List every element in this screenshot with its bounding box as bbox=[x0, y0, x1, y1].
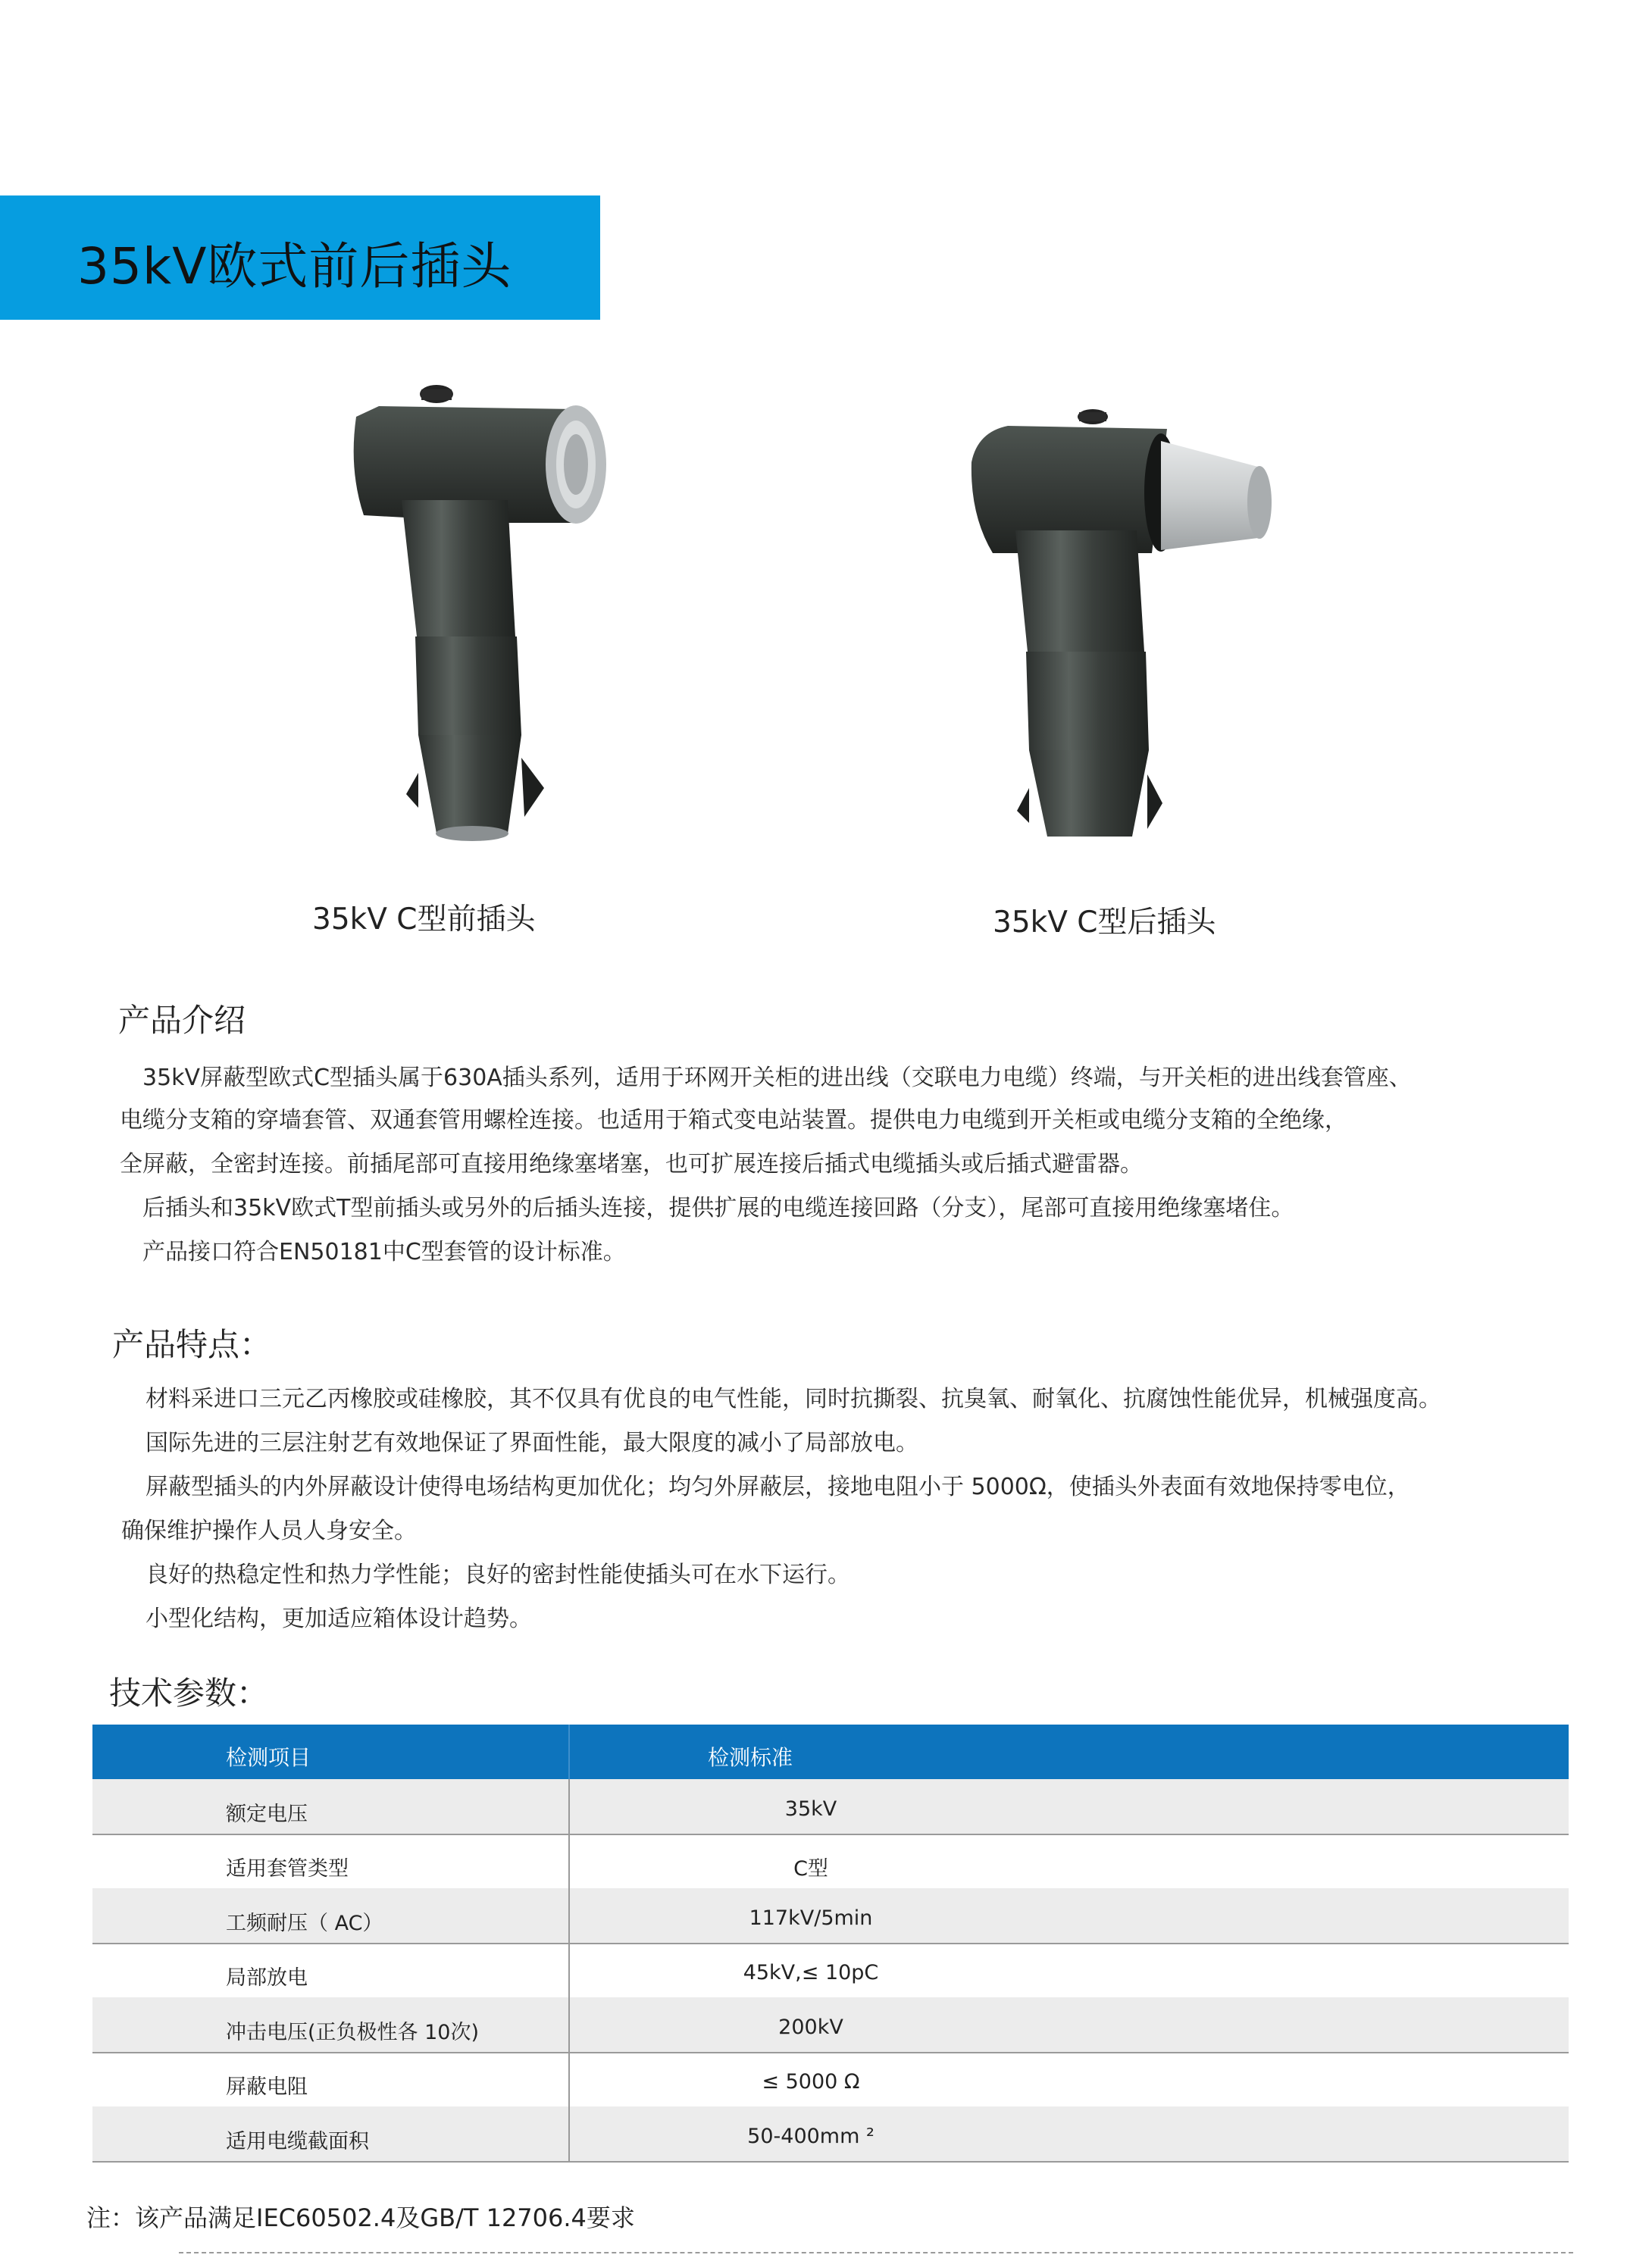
feature-line: 良好的热稳定性和热力学性能；良好的密封性能使插头可在水下运行。 bbox=[145, 1562, 850, 1588]
table-row bbox=[92, 1779, 1569, 1835]
intro-line: 全屏蔽，全密封连接。前插尾部可直接用绝缘塞堵塞，也可扩展连接后插式电缆插头或后插式避雷器。 bbox=[120, 1151, 1143, 1177]
page-title: 35kV欧式前后插头 bbox=[77, 237, 512, 296]
table-row bbox=[92, 1997, 1569, 2053]
title-banner bbox=[0, 195, 600, 320]
table-row bbox=[92, 1834, 1569, 1890]
row-value: ≤ 5000 Ω bbox=[762, 2070, 860, 2094]
table-row bbox=[92, 1888, 1569, 1944]
specs-table-header bbox=[92, 1725, 1569, 1779]
intro-line: 35kV屏蔽型欧式C型插头属于630A插头系列，适用于环网开关柜的进出线（交联电力电缆）终端，与开关柜的进出线套管座、 bbox=[142, 1065, 1412, 1091]
row-item: 适用电缆截面积 bbox=[226, 2130, 369, 2153]
rear-plug-caption: 35kV C型后插头 bbox=[993, 905, 1216, 940]
row-value: 35kV bbox=[784, 1797, 837, 1821]
intro-heading: 产品介绍 bbox=[118, 1002, 246, 1039]
row-item: 适用套管类型 bbox=[226, 1857, 349, 1881]
header-item: 检测项目 bbox=[226, 1745, 311, 1770]
front-plug-image bbox=[349, 379, 621, 864]
row-item: 局部放电 bbox=[226, 1966, 308, 1990]
feature-line: 国际先进的三层注射艺有效地保证了界面性能，最大限度的减小了局部放电。 bbox=[145, 1430, 918, 1456]
compliance-note: 注：该产品满足IEC60502.4及GB/T 12706.4要求 bbox=[86, 2203, 635, 2232]
row-value: 50-400mm ² bbox=[747, 2125, 874, 2148]
feature-line: 小型化结构，更加适应箱体设计趋势。 bbox=[145, 1606, 532, 1632]
row-value: C型 bbox=[793, 1857, 828, 1881]
row-item: 额定电压 bbox=[226, 1803, 308, 1826]
specs-heading: 技术参数： bbox=[109, 1675, 269, 1712]
row-item: 屏蔽电阻 bbox=[226, 2075, 308, 2099]
row-value: 117kV/5min bbox=[749, 1906, 873, 1930]
row-value: 45kV,≤ 10pC bbox=[743, 1961, 879, 1984]
header-standard: 检测标准 bbox=[708, 1745, 793, 1770]
intro-line: 产品接口符合EN50181中C型套管的设计标准。 bbox=[142, 1239, 626, 1265]
rear-plug-image bbox=[962, 402, 1296, 856]
row-value: 200kV bbox=[778, 2016, 843, 2039]
intro-line: 后插头和35kV欧式T型前插头或另外的后插头连接，提供扩展的电缆连接回路（分支），尾部可直接用绝缘塞堵住。 bbox=[142, 1195, 1294, 1221]
feature-line: 材料采进口三元乙丙橡胶或硅橡胶，其不仅具有优良的电气性能，同时抗撕裂、抗臭氧、耐氧化、抗腐蚀性能优异，机械强度高。 bbox=[145, 1386, 1441, 1412]
table-row bbox=[92, 1943, 1569, 1999]
row-item: 工频耐压（ AC） bbox=[226, 1912, 383, 1935]
footer-divider bbox=[179, 2252, 1573, 2253]
front-plug-caption: 35kV C型前插头 bbox=[312, 902, 536, 937]
table-row bbox=[92, 2052, 1569, 2108]
row-item: 冲击电压(正负极性各 10次) bbox=[226, 2021, 480, 2044]
intro-line: 电缆分支箱的穿墙套管、双通套管用螺栓连接。也适用于箱式变电站装置。提供电力电缆到开关柜或电缆分支箱的全绝缘， bbox=[120, 1107, 1347, 1134]
feature-line: 屏蔽型插头的内外屏蔽设计使得电场结构更加优化；均匀外屏蔽层，接地电阻小于 5000Ω，使插头外表面有效地保持零电位， bbox=[145, 1474, 1410, 1500]
feature-line: 确保维护操作人员人身安全。 bbox=[121, 1518, 417, 1544]
table-row bbox=[92, 2106, 1569, 2163]
features-heading: 产品特点： bbox=[112, 1326, 272, 1363]
